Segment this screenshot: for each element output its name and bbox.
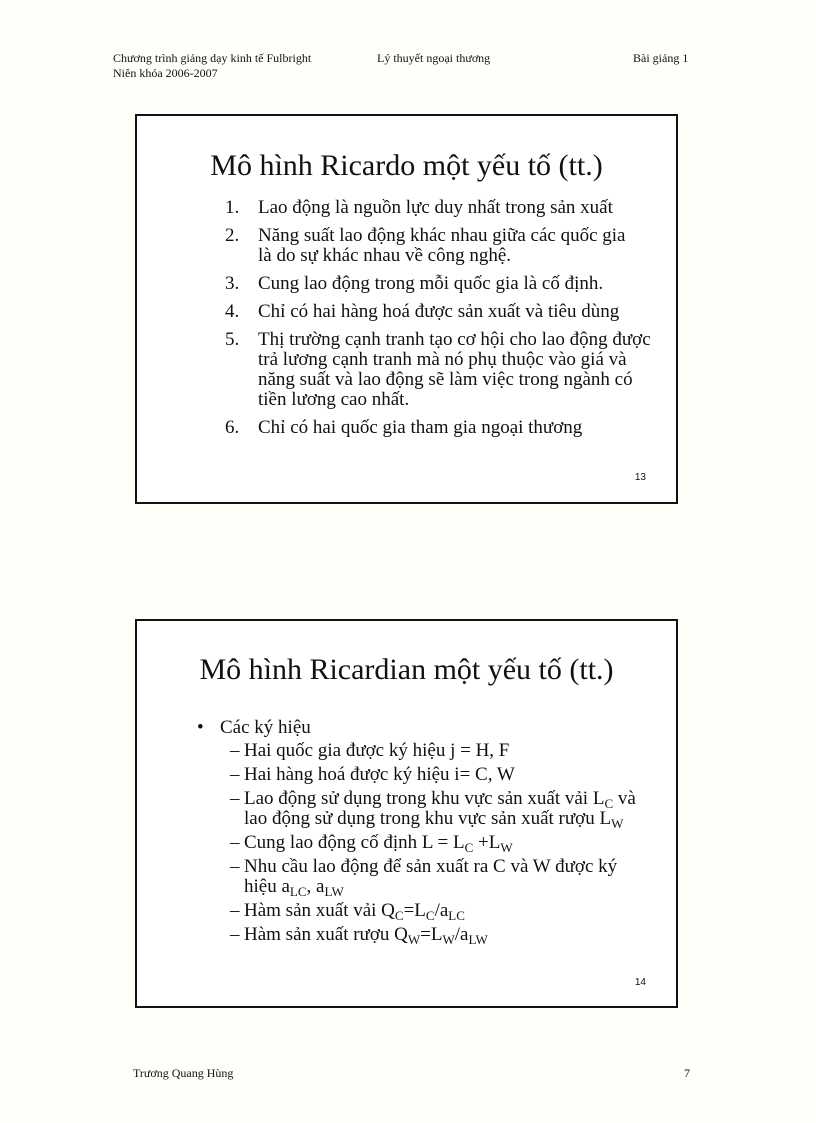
item-text: Cung lao động trong mỗi quốc gia là cố định. <box>258 273 604 294</box>
footer-page-number: 7 <box>684 1066 690 1080</box>
sub-text: =L <box>403 900 426 921</box>
sub-item <box>197 901 654 921</box>
list-item <box>137 330 658 410</box>
sub-item <box>197 857 649 897</box>
header-year: Niên khóa 2006-2007 <box>113 66 218 80</box>
assumptions-list <box>137 198 658 446</box>
dash-icon: – <box>230 900 240 921</box>
sub-text: +L <box>473 832 501 853</box>
sub-item <box>197 925 654 945</box>
slide-number: 14 <box>634 977 646 988</box>
slide-13 <box>135 114 678 504</box>
bullet-text: Các ký hiệu <box>220 717 311 738</box>
sub-text: =L <box>420 924 443 945</box>
list-item <box>137 274 658 294</box>
list-item <box>137 198 658 218</box>
notation-block <box>197 718 654 949</box>
dash-icon: – <box>230 740 240 761</box>
slide-number: 13 <box>634 472 646 483</box>
sub-text: và lao động sử dụng trong khu vực sản xuất rượu L <box>244 788 636 829</box>
subscript: LW <box>468 932 488 947</box>
item-number: 2. <box>225 225 240 246</box>
bullet-item <box>197 718 654 738</box>
sub-text: Hàm sản xuất vải Q <box>244 900 395 921</box>
dash-icon: – <box>230 788 240 809</box>
header-course: Lý thuyết ngoại thương <box>377 51 491 65</box>
subscript: LW <box>324 884 344 899</box>
item-number: 6. <box>225 417 240 438</box>
dash-icon: – <box>230 924 240 945</box>
list-item <box>137 226 658 266</box>
list-item <box>137 418 658 438</box>
sub-text: Hai quốc gia được ký hiệu j = H, F <box>244 740 510 761</box>
sub-text: , a <box>306 876 325 897</box>
subscript: W <box>407 932 421 947</box>
notation-list <box>197 741 654 945</box>
sub-text: Hai hàng hoá được ký hiệu i= C, W <box>244 764 515 785</box>
slide-title: Mô hình Ricardian một yếu tố (tt.) <box>199 653 614 686</box>
sub-text: /a <box>454 924 469 945</box>
sub-text: Nhu cầu lao động để sản xuất ra C và W được ký hiệu a <box>244 856 618 897</box>
sub-text: Hàm sản xuất rượu Q <box>244 924 408 945</box>
subscript: LC <box>448 908 465 923</box>
header-program: Chương trình giảng dạy kinh tế Fulbright <box>113 51 312 65</box>
sub-text: Cung lao động cố định L = L <box>244 832 465 853</box>
dash-icon: – <box>230 764 240 785</box>
item-number: 1. <box>225 197 240 218</box>
list-item <box>137 302 658 322</box>
sub-item <box>197 741 654 761</box>
sub-text: /a <box>434 900 449 921</box>
sub-text: Lao động sử dụng trong khu vực sản xuất vải L <box>244 788 605 809</box>
slide-14 <box>135 619 678 1008</box>
item-text: Thị trường cạnh tranh tạo cơ hội cho lao động được trả lương cạnh tranh mà nó phụ thuộc vào giá và năng suất và lao động sẽ làm việc trong ngành có tiền lương cao nhất. <box>258 329 651 410</box>
subscript: W <box>611 816 624 831</box>
subscript: C <box>425 908 435 923</box>
item-number: 4. <box>225 301 240 322</box>
header-lecture: Bài giảng 1 <box>633 51 689 65</box>
slide-title: Mô hình Ricardo một yếu tố (tt.) <box>210 149 603 182</box>
item-number: 3. <box>225 273 240 294</box>
dash-icon: – <box>230 856 240 877</box>
sub-item <box>197 789 644 829</box>
item-number: 5. <box>225 329 240 350</box>
item-text: Lao động là nguồn lực duy nhất trong sản xuất <box>258 197 613 218</box>
subscript: C <box>464 840 474 855</box>
bullet-icon: • <box>197 717 204 738</box>
sub-item <box>197 833 654 853</box>
dash-icon: – <box>230 832 240 853</box>
subscript: C <box>604 796 614 811</box>
subscript: W <box>500 840 513 855</box>
item-text: Chỉ có hai hàng hoá được sản xuất và tiêu dùng <box>258 301 620 322</box>
subscript: W <box>442 932 455 947</box>
item-text: Năng suất lao động khác nhau giữa các quốc gia là do sự khác nhau về công nghệ. <box>258 225 626 266</box>
subscript: LC <box>289 884 307 899</box>
footer-author: Trương Quang Hùng <box>133 1066 234 1080</box>
subscript: C <box>394 908 404 923</box>
sub-item <box>197 765 654 785</box>
item-text: Chỉ có hai quốc gia tham gia ngoại thương <box>258 417 583 438</box>
